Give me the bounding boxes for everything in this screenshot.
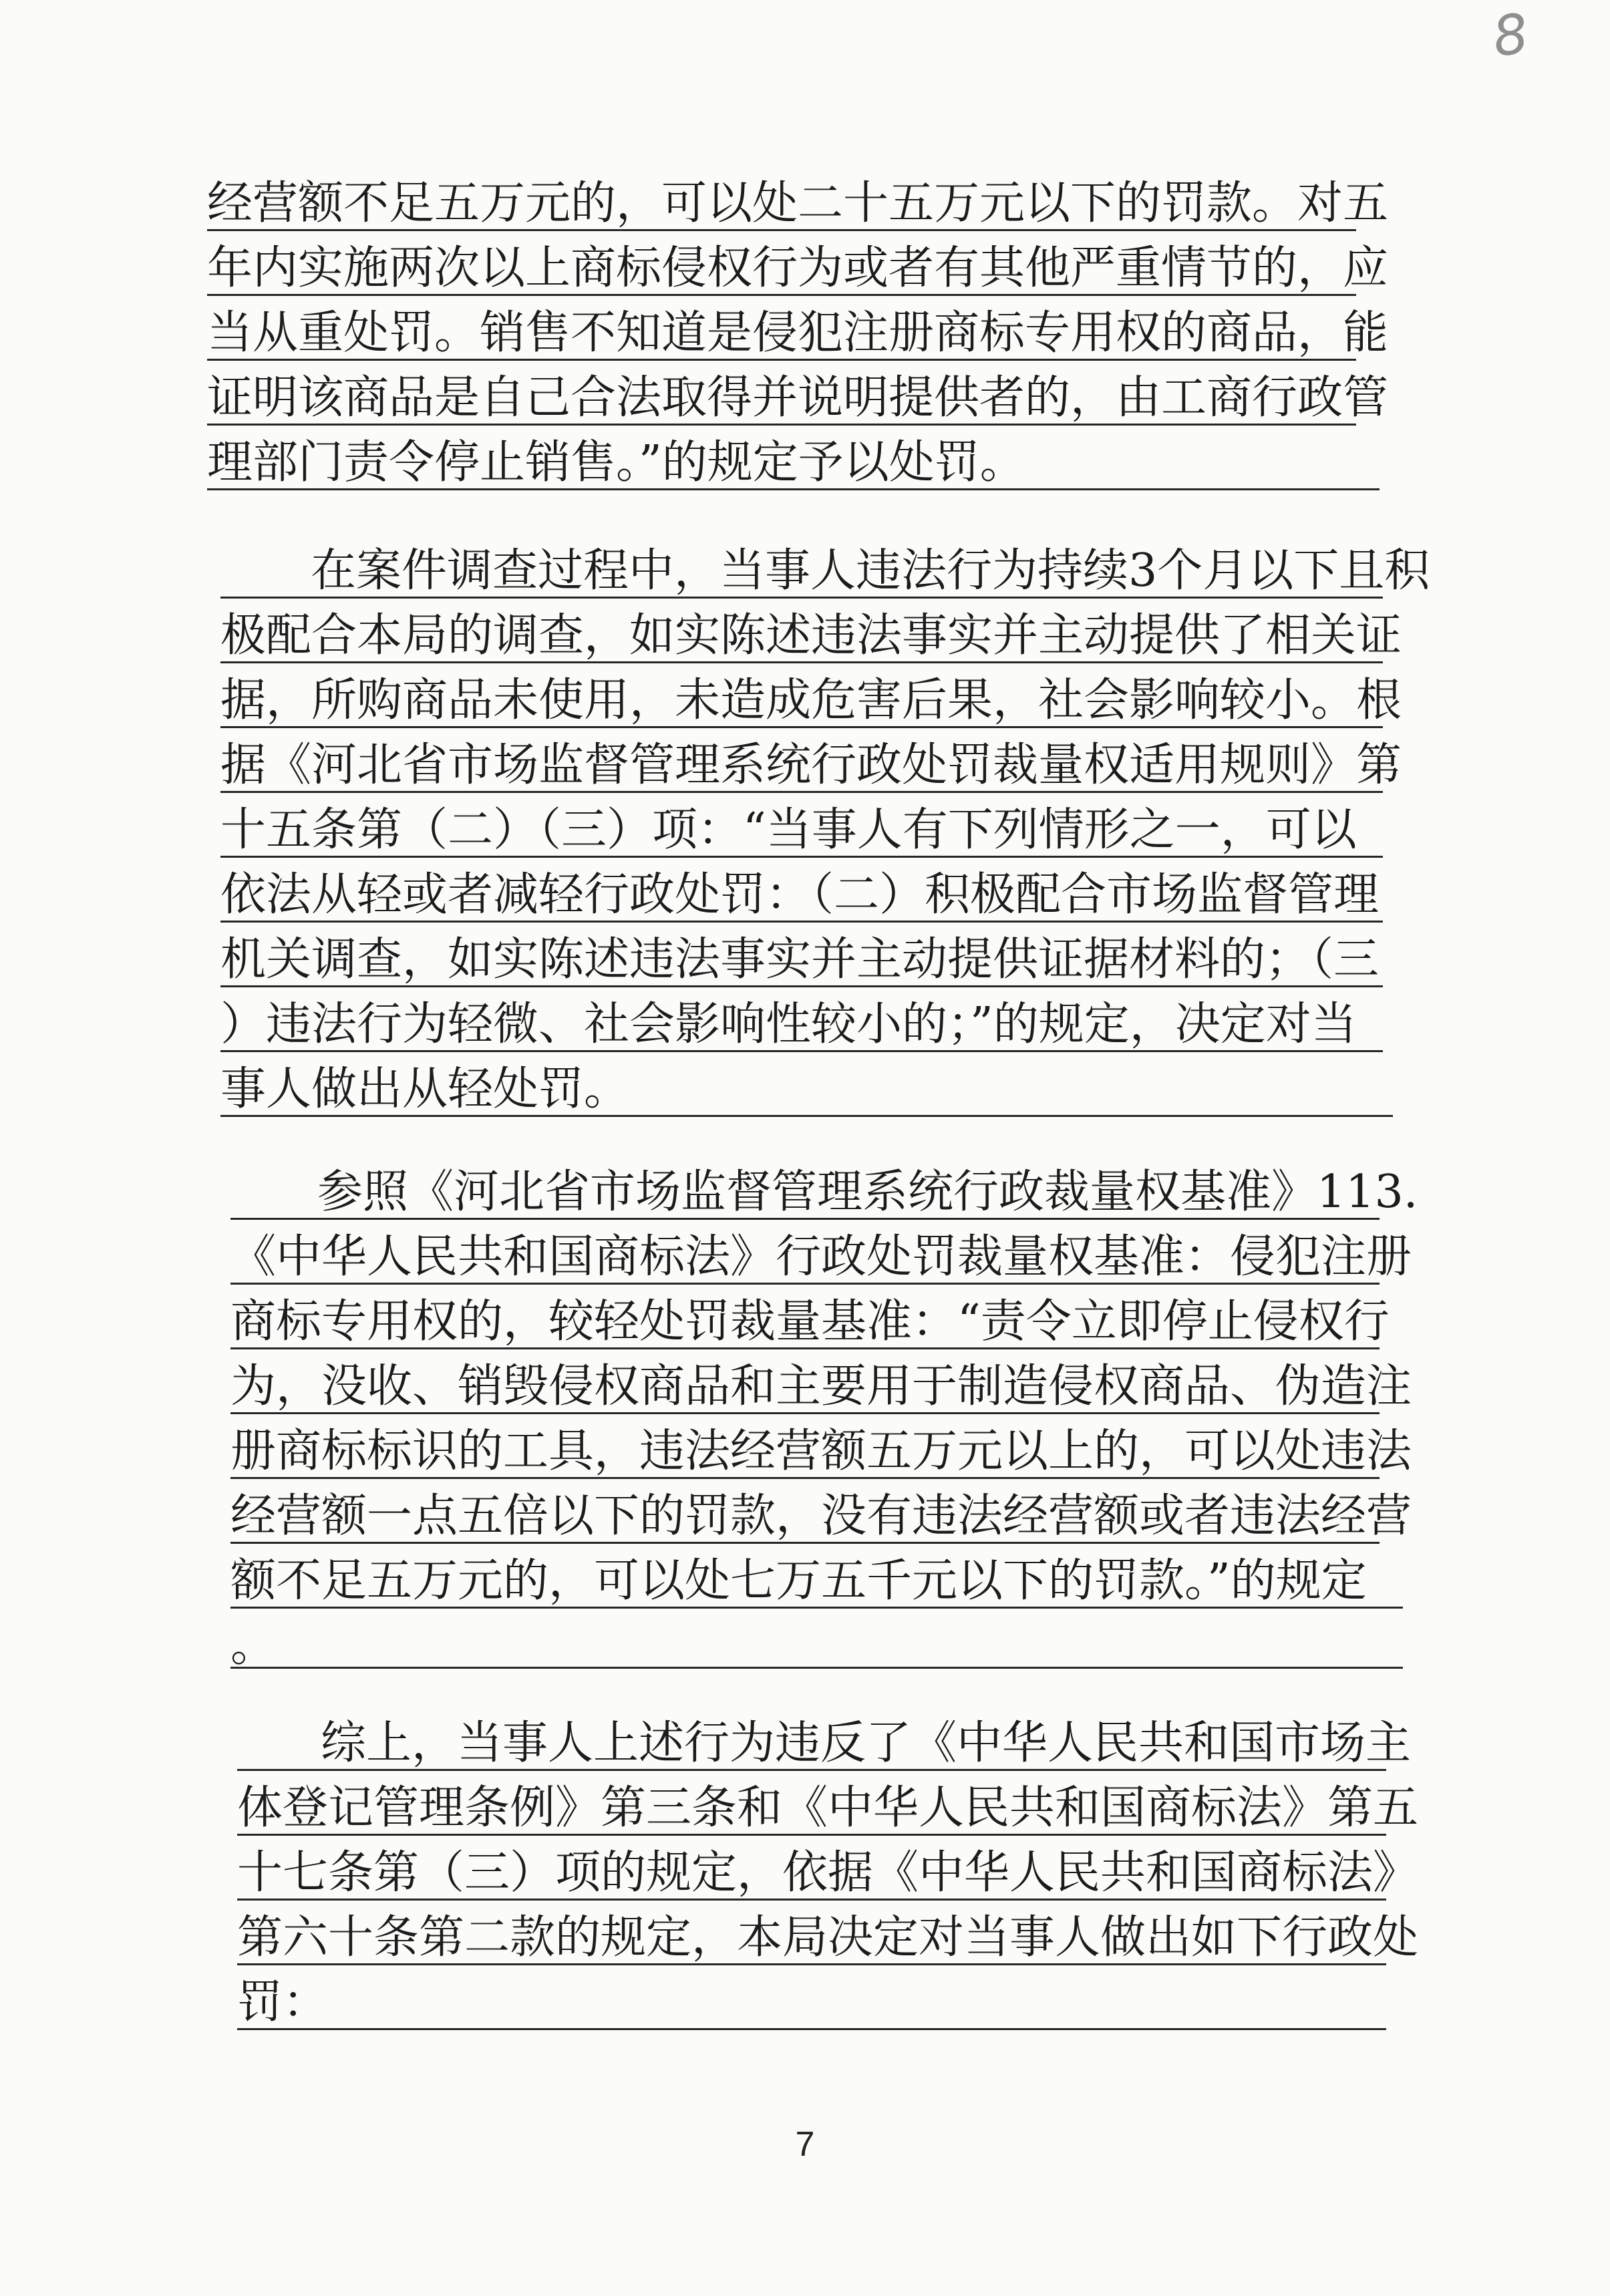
text-line: 据，所购商品未使用，未造成危害后果，社会影响较小。根 xyxy=(220,674,1402,727)
underline xyxy=(220,1050,1383,1052)
page-number: 7 xyxy=(795,2125,815,2164)
underline xyxy=(220,661,1383,663)
paragraph-3 xyxy=(230,1159,1418,1707)
text-line: 十七条第（三）项的规定，依据《中华人民共和国商标法》 xyxy=(237,1846,1419,1899)
text-line: 事人做出从轻处罚。 xyxy=(220,1063,630,1116)
text-line: 依法从轻或者减轻行政处罚：（二）积极配合市场监督管理 xyxy=(220,868,1380,921)
underline xyxy=(237,2028,1386,2030)
text-line: 经营额一点五倍以下的罚款，没有违法经营额或者违法经营 xyxy=(230,1490,1412,1542)
underline xyxy=(207,229,1356,231)
paragraph-1 xyxy=(207,170,1389,518)
underline xyxy=(220,726,1383,728)
text-line: 综上，当事人上述行为违反了《中华人民共和国市场主 xyxy=(321,1717,1412,1770)
underline xyxy=(220,597,1383,599)
underline xyxy=(220,856,1383,858)
text-line: 据《河北省市场监督管理系统行政处罚裁量权适用规则》第 xyxy=(220,739,1402,792)
text-line: 《中华人民共和国商标法》行政处罚裁量权基准：侵犯注册 xyxy=(230,1231,1412,1283)
text-line: 额不足五万元的，可以处七万五千元以下的罚款。”的规定 xyxy=(230,1554,1367,1607)
underline xyxy=(237,1963,1386,1965)
underline xyxy=(230,1607,1403,1609)
underline xyxy=(207,488,1380,490)
text-line: 第六十条第二款的规定，本局决定对当事人做出如下行政处 xyxy=(237,1911,1419,1964)
text-line: 罚： xyxy=(237,1976,329,2029)
underline xyxy=(237,1834,1386,1836)
underline xyxy=(230,1477,1380,1479)
text-line: 证明该商品是自己合法取得并说明提供者的，由工商行政管 xyxy=(207,371,1389,424)
text-line: 。 xyxy=(230,1619,277,1672)
underline xyxy=(230,1667,1403,1669)
underline xyxy=(237,1899,1386,1901)
text-line: 年内实施两次以上商标侵权行为或者有其他严重情节的，应 xyxy=(207,242,1389,295)
underline xyxy=(207,294,1356,296)
text-line: 商标专用权的，较轻处罚裁量基准：“责令立即停止侵权行 xyxy=(230,1295,1390,1348)
underline xyxy=(230,1412,1380,1414)
underline xyxy=(220,921,1383,923)
underline xyxy=(230,1542,1380,1544)
text-line: 理部门责令停止销售。”的规定予以处罚。 xyxy=(207,436,1025,489)
paragraph-4 xyxy=(237,1710,1419,2058)
underline xyxy=(230,1283,1380,1285)
text-line: 体登记管理条例》第三条和《中华人民共和国商标法》第五 xyxy=(237,1782,1419,1834)
underline xyxy=(207,424,1356,426)
text-line: 经营额不足五万元的，可以处二十五万元以下的罚款。对五 xyxy=(207,177,1389,230)
underline xyxy=(237,1769,1386,1771)
underline xyxy=(220,985,1383,987)
text-line: 参照《河北省市场监督管理系统行政裁量权基准》113. xyxy=(317,1166,1418,1218)
text-line: 极配合本局的调查，如实陈述违法事实并主动提供了相关证 xyxy=(220,609,1402,662)
text-line: 在案件调查过程中，当事人违法行为持续3个月以下且积 xyxy=(311,544,1430,597)
handwritten-page-mark: 8 xyxy=(1488,1,1533,70)
text-line: 十五条第（二）（三）项：“当事人有下列情形之一，可以 xyxy=(220,804,1357,856)
underline xyxy=(220,1115,1393,1117)
text-line: 册商标标识的工具，违法经营额五万元以上的，可以处违法 xyxy=(230,1425,1412,1478)
text-line: 机关调查，如实陈述违法事实并主动提供证据材料的；（三 xyxy=(220,933,1380,986)
underline xyxy=(230,1347,1380,1349)
text-line: ）违法行为轻微、社会影响性较小的；”的规定，决定对当 xyxy=(220,998,1357,1051)
underline xyxy=(207,359,1356,361)
text-line: 当从重处罚。销售不知道是侵犯注册商标专用权的商品，能 xyxy=(207,307,1389,359)
paragraph-2 xyxy=(220,538,1430,1139)
text-line: 为，没收、销毁侵权商品和主要用于制造侵权商品、伪造注 xyxy=(230,1360,1412,1413)
underline xyxy=(230,1218,1380,1220)
underline xyxy=(220,791,1383,793)
